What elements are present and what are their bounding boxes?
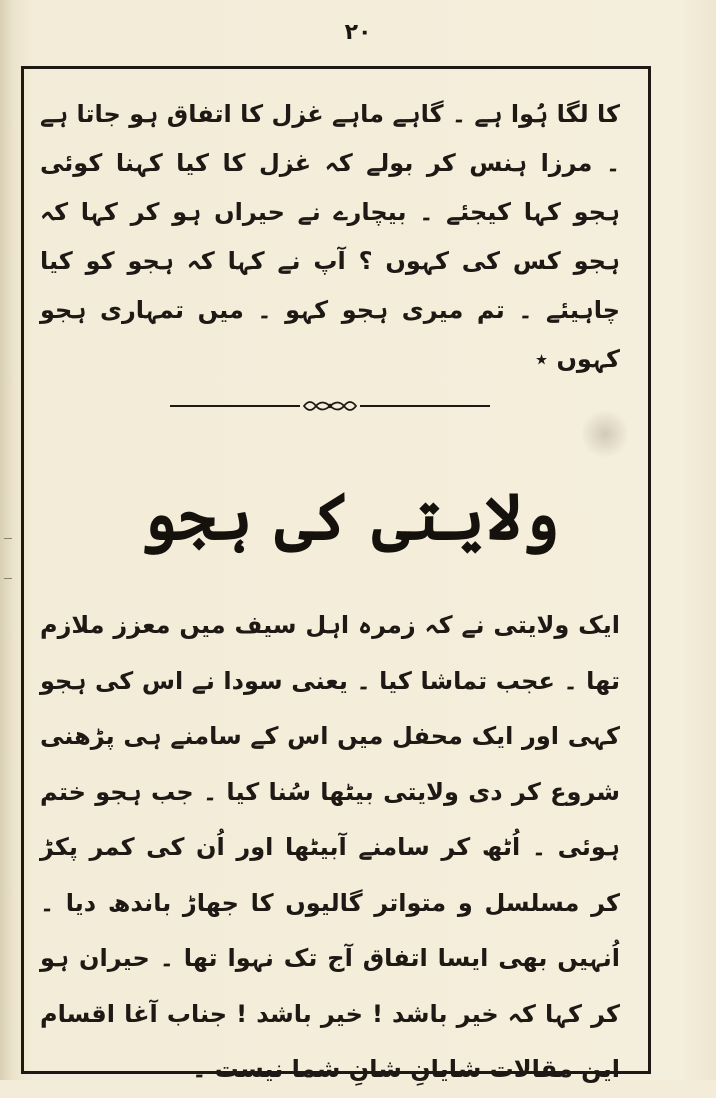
margin-mark: [4, 538, 12, 539]
section-heading: ولایتی کی ہجو: [140, 480, 560, 555]
divider-rule-right: [360, 405, 490, 407]
ornament-flourish-icon: [302, 396, 358, 416]
paragraph-top: کا لگا ہُوا ہے ۔ گاہے ماہے غزل کا اتفاق ہو جاتا ہے ۔ مرزا ہنس کر بولے کہ غزل کا کیا کہنا کوئی ہجو کہا کیجئے ۔ بیچارے نے حیراں ہو کر کہا کہ ہجو کس کی کہوں ؟ آپ نے کہا کہ ہجو کو کیا چاہیئے ۔ تم میری ہجو کہو ۔ میں تمہاری ہجو کہوں ٭: [40, 100, 620, 373]
page-number: ۲۰: [344, 20, 372, 45]
ornamental-divider: [170, 396, 490, 416]
margin-mark: [4, 578, 12, 579]
paper-stain: [582, 408, 628, 460]
divider-rule-left: [170, 405, 300, 407]
paragraph-bottom: ایک ولایتی نے کہ زمرہ اہل سیف میں معزز ملازم تھا ۔ عجب تماشا کیا ۔ یعنی سودا نے اس کی ہجو کہی اور ایک محفل میں اس کے سامنے ہی پڑھنی شروع کر دی ولایتی بیٹھا سُنا کیا ۔ جب ہجو ختم ہوئی ۔ اُٹھ کر سامنے آبیٹھا اور اُن کی کمر پکڑ کر مسلسل و متواتر گالیوں کا جھاڑ باندھ دیا ۔ اُنہیں بھی ایسا اتفاق آج تک نہوا تھا ۔ حیران ہو کر کہا کہ خیر باشد ! خیر باشد ! جناب آغا اقسام این مقالات شایانِ شانِ شما نیست ۔: [40, 611, 620, 1083]
